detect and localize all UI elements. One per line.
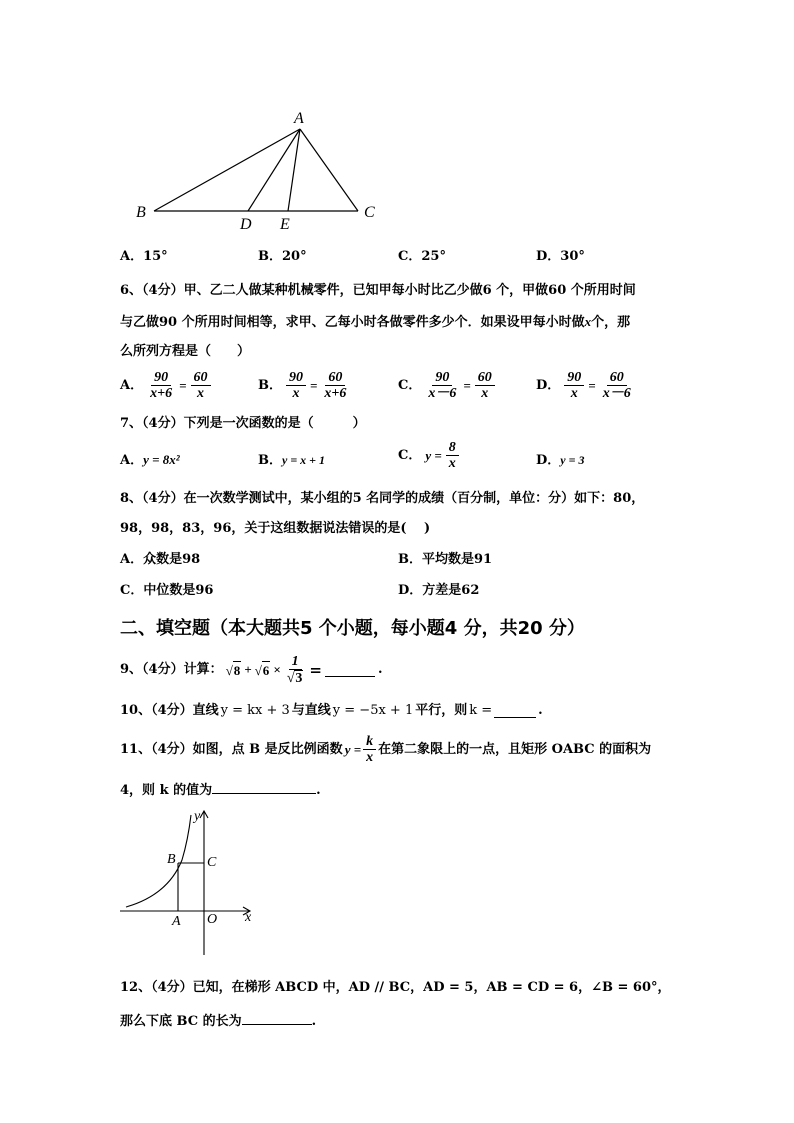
label-d: D — [240, 216, 252, 233]
label-b: B — [136, 204, 146, 221]
q8-line1: 8、（4分）在一次数学测试中，某小组的5 名同学的成绩（百分制，单位：分）如下：80， — [120, 491, 645, 506]
q6-line2: 与乙做90 个所用时间相等，求甲、乙每小时各做零件多少个．如果设甲每小时做x个，那 — [120, 314, 631, 330]
label-b: B — [167, 852, 176, 867]
q12-answer-blank[interactable] — [242, 1011, 312, 1025]
q5-option-a[interactable]: A．15° — [120, 249, 168, 264]
q6-line3: 么所列方程是（ ） — [120, 344, 251, 359]
q8-line2: 98，98，83，96，关于这组数据说法错误的是( ) — [120, 521, 431, 536]
q12-line2: 那么下底 BC 的长为 . — [120, 1011, 316, 1031]
q7-option-c[interactable]: C． y = $\frac{8}{x}$ — [398, 440, 459, 471]
q11-line2: 4，则 k 的值为 . — [120, 780, 321, 800]
q8-option-d[interactable]: D．方差是62 — [398, 583, 480, 598]
q6-option-b[interactable]: B． $\frac{90}{x}$ = $\frac{60}{x+6}$ — [258, 370, 347, 401]
q6-option-d[interactable]: D． $\frac{90}{x}$ = $\frac{60}{x-6}$ — [536, 370, 631, 401]
q12-line1: 12、（4分）已知，在梯形 ABCD 中，AD // BC，AD = 5，AB = CD = 6，∠B = 60°， — [120, 980, 671, 995]
label-y: y — [194, 809, 201, 824]
label-c: C — [364, 204, 375, 221]
label-a: A — [294, 110, 304, 127]
q5-option-b[interactable]: B．20° — [258, 249, 307, 264]
segment-ab — [154, 129, 300, 211]
q6-line1: 6、（4分）甲、乙二人做某种机械零件，已知甲每小时比乙少做6 个，甲做60 个所用时间 — [120, 283, 636, 298]
q9-answer-blank[interactable] — [325, 663, 375, 677]
segment-ae — [288, 129, 300, 211]
label-a: A — [172, 914, 181, 929]
q7-option-b[interactable]: B．y = x + 1 — [258, 453, 326, 468]
label-o: O — [207, 912, 218, 927]
q5-option-d[interactable]: D．30° — [536, 249, 585, 264]
segment-ac — [300, 129, 358, 211]
section2-title: 二、填空题（本大题共5 个小题，每小题4 分，共20 分） — [120, 618, 585, 639]
graph-figure — [112, 805, 262, 960]
q7-option-d[interactable]: D．y = 3 — [536, 453, 585, 468]
label-e: E — [280, 216, 290, 233]
q8-option-a[interactable]: A．众数是98 — [120, 552, 201, 567]
hyperbola-curve — [126, 815, 191, 907]
q8-option-c[interactable]: C．中位数是96 — [120, 583, 214, 598]
label-c: C — [207, 855, 217, 870]
q6-option-c[interactable]: C． $\frac{90}{x-6}$ = $\frac{60}{x}$ — [398, 370, 495, 401]
q11-line1: 11、（4分）如图，点 B 是反比例函数 y = $\frac{k}{x}$ 在第二象限上的一点，且矩形 OABC 的面积为 — [120, 734, 652, 765]
q5-option-c[interactable]: C．25° — [398, 249, 446, 264]
q11-answer-blank[interactable] — [212, 780, 316, 794]
q7-option-a[interactable]: A．y = 8x² — [120, 452, 180, 468]
q10-line: 10、（4分）直线 y = kx + 3 与直线 y = −5x + 1 平行，则 k = . — [120, 703, 543, 718]
label-x: x — [245, 910, 252, 925]
q7-stem: 7、（4分）下列是一次函数的是（ ） — [120, 416, 366, 431]
segment-ad — [248, 129, 300, 211]
q9-line: 9、（4分）计算： √8 + √6 × $\frac{1}{√3}$ = . — [120, 654, 383, 686]
triangle-figure — [130, 105, 390, 235]
q8-option-b[interactable]: B．平均数是91 — [398, 552, 493, 567]
q10-answer-blank[interactable] — [494, 704, 536, 718]
q6-option-a[interactable]: A． $\frac{90}{x+6}$ = $\frac{60}{x}$ — [120, 370, 211, 401]
